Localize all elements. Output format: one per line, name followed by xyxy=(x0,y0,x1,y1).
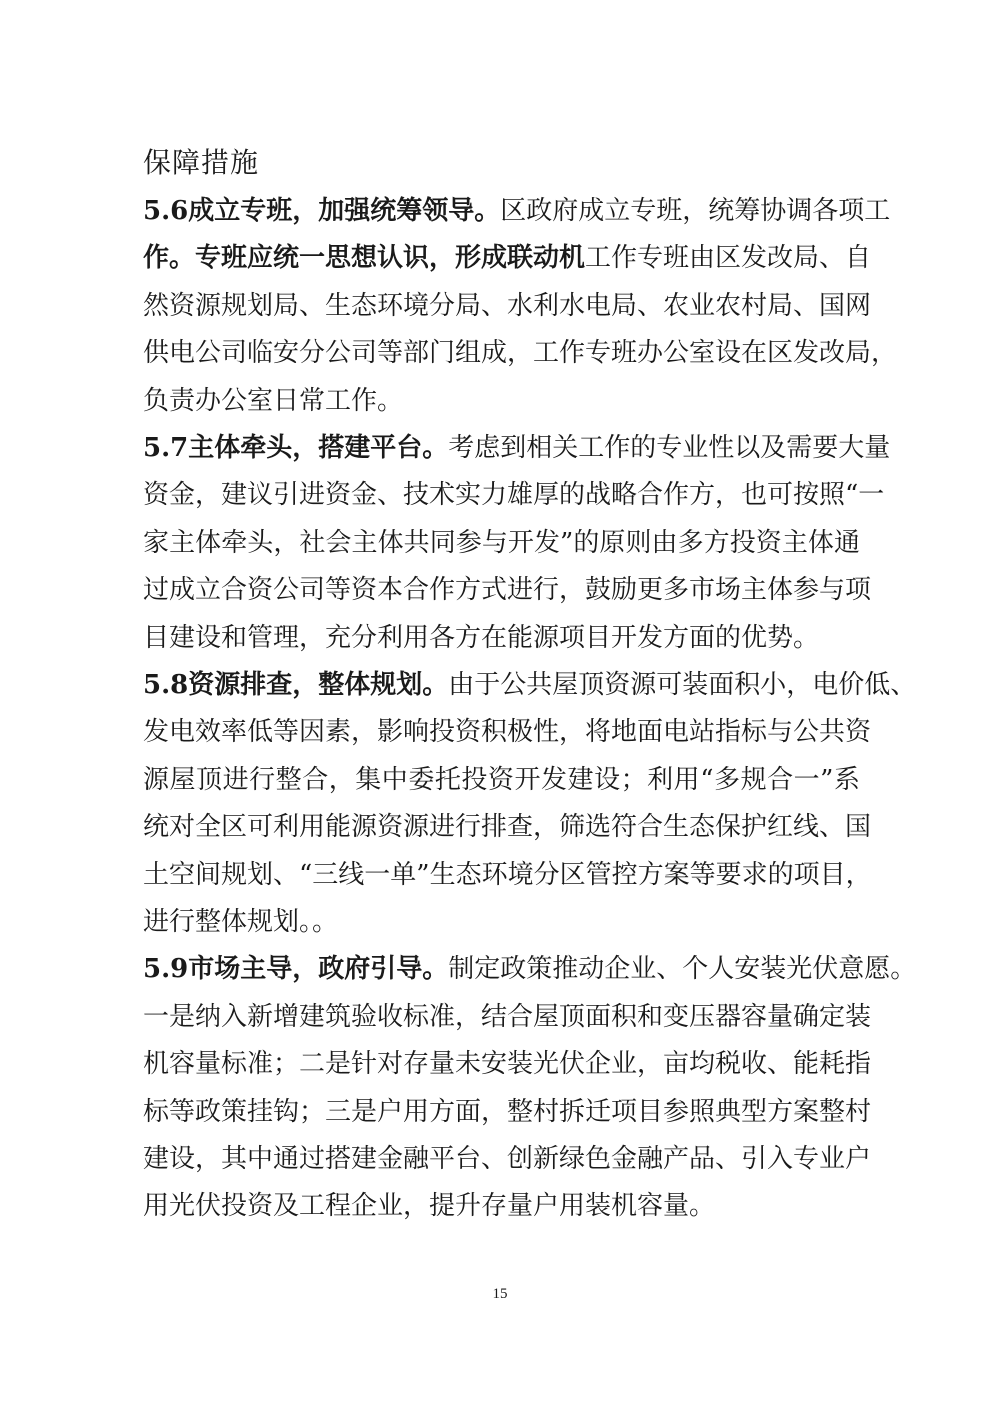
body-text-run: 发电效率低等因素，影响投资积极性，将地面电站指标与公共资 xyxy=(143,717,872,748)
paragraph-line xyxy=(143,573,872,607)
body-text-run: 制定政策推动企业、个人安装光伏意愿。 xyxy=(448,954,917,985)
paragraph-line xyxy=(143,241,872,275)
bold-lead-text: 作。专班应统一思想认识，形成联动机 xyxy=(143,243,586,274)
paragraph-line xyxy=(143,858,872,892)
body-text-run: 建设，其中通过搭建金融平台、创新绿色金融产品、引入专业户 xyxy=(143,1144,872,1174)
body-text-run: 工作专班由区发改局、自 xyxy=(585,243,872,274)
paragraph-line xyxy=(143,621,860,655)
paragraph-line xyxy=(143,715,872,749)
paragraph-line xyxy=(143,810,872,844)
bold-lead-text: 5.8资源排查，整体规划。 xyxy=(143,670,449,700)
bold-lead-text: 5.7主体牵头，搭建平台。 xyxy=(143,433,449,463)
paragraph-line xyxy=(143,384,860,418)
paragraph-line xyxy=(143,526,860,560)
body-text-run: 源屋顶进行整合，集中委托投资开发建设；利用“多规合一”系 xyxy=(143,764,860,795)
bold-lead-text: 5.9市场主导，政府引导。 xyxy=(143,954,449,985)
paragraph-line xyxy=(143,194,891,228)
body-text-run: 机容量标准；二是针对存量未安装光伏企业，亩均税收、能耗指 xyxy=(143,1049,872,1080)
paragraph-line xyxy=(143,289,872,323)
paragraph-line xyxy=(143,763,860,797)
paragraph-line xyxy=(143,1142,872,1176)
body-text-run: 目建设和管理，充分利用各方在能源项目开发方面的优势。 xyxy=(143,622,820,653)
body-text-run: 考虑到相关工作的专业性以及需要大量 xyxy=(448,433,891,463)
paragraph-line xyxy=(143,1095,872,1129)
page-number: 15 xyxy=(492,1286,508,1302)
body-text-run: 家主体牵头，社会主体共同参与开发”的原则由多方投资主体通 xyxy=(143,527,860,558)
body-text-run: 土空间规划、“三线一单”生态环境分区管控方案等要求的项目， xyxy=(143,859,872,890)
paragraph-line xyxy=(143,431,891,465)
body-text-run: 统对全区可利用能源资源进行排查，筛选符合生态保护红线、国 xyxy=(143,812,872,843)
body-text-run: 进行整体规划。。 xyxy=(143,907,339,937)
paragraph-line xyxy=(143,905,860,939)
body-text-run: 然资源规划局、生态环境分局、水利水电局、农业农村局、国网 xyxy=(143,290,872,321)
body-text-run: 资金，建议引进资金、技术实力雄厚的战略合作方，也可按照“一 xyxy=(143,480,885,511)
body-text-run: 用光伏投资及工程企业，提升存量户用装机容量。 xyxy=(143,1191,716,1222)
section-heading: 保障措施 xyxy=(143,146,260,179)
paragraph-line xyxy=(143,336,898,370)
body-text-run: 标等政策挂钩；三是户用方面，整村拆迁项目参照典型方案整村 xyxy=(143,1096,872,1127)
body-text-run: 供电公司临安分公司等部门组成，工作专班办公室设在区发改局， xyxy=(143,338,898,369)
paragraph-line xyxy=(143,952,917,986)
body-text-run: 区政府成立专班，统筹协调各项工 xyxy=(500,196,891,226)
paragraph-line xyxy=(143,1047,872,1081)
body-text-run: 过成立合资公司等资本合作方式进行，鼓励更多市场主体参与项 xyxy=(143,575,872,606)
body-text-run: 由于公共屋顶资源可装面积小，电价低、 xyxy=(448,670,917,700)
paragraph-line xyxy=(143,668,917,702)
paragraph-line xyxy=(143,1189,860,1223)
paragraph-line xyxy=(143,478,885,512)
body-text-run: 负责办公室日常工作。 xyxy=(143,385,404,416)
paragraph-line xyxy=(143,1000,872,1034)
bold-lead-text: 5.6成立专班，加强统筹领导。 xyxy=(143,196,501,226)
body-text-run: 一是纳入新增建筑验收标准，结合屋顶面积和变压器容量确定装 xyxy=(143,1001,872,1032)
